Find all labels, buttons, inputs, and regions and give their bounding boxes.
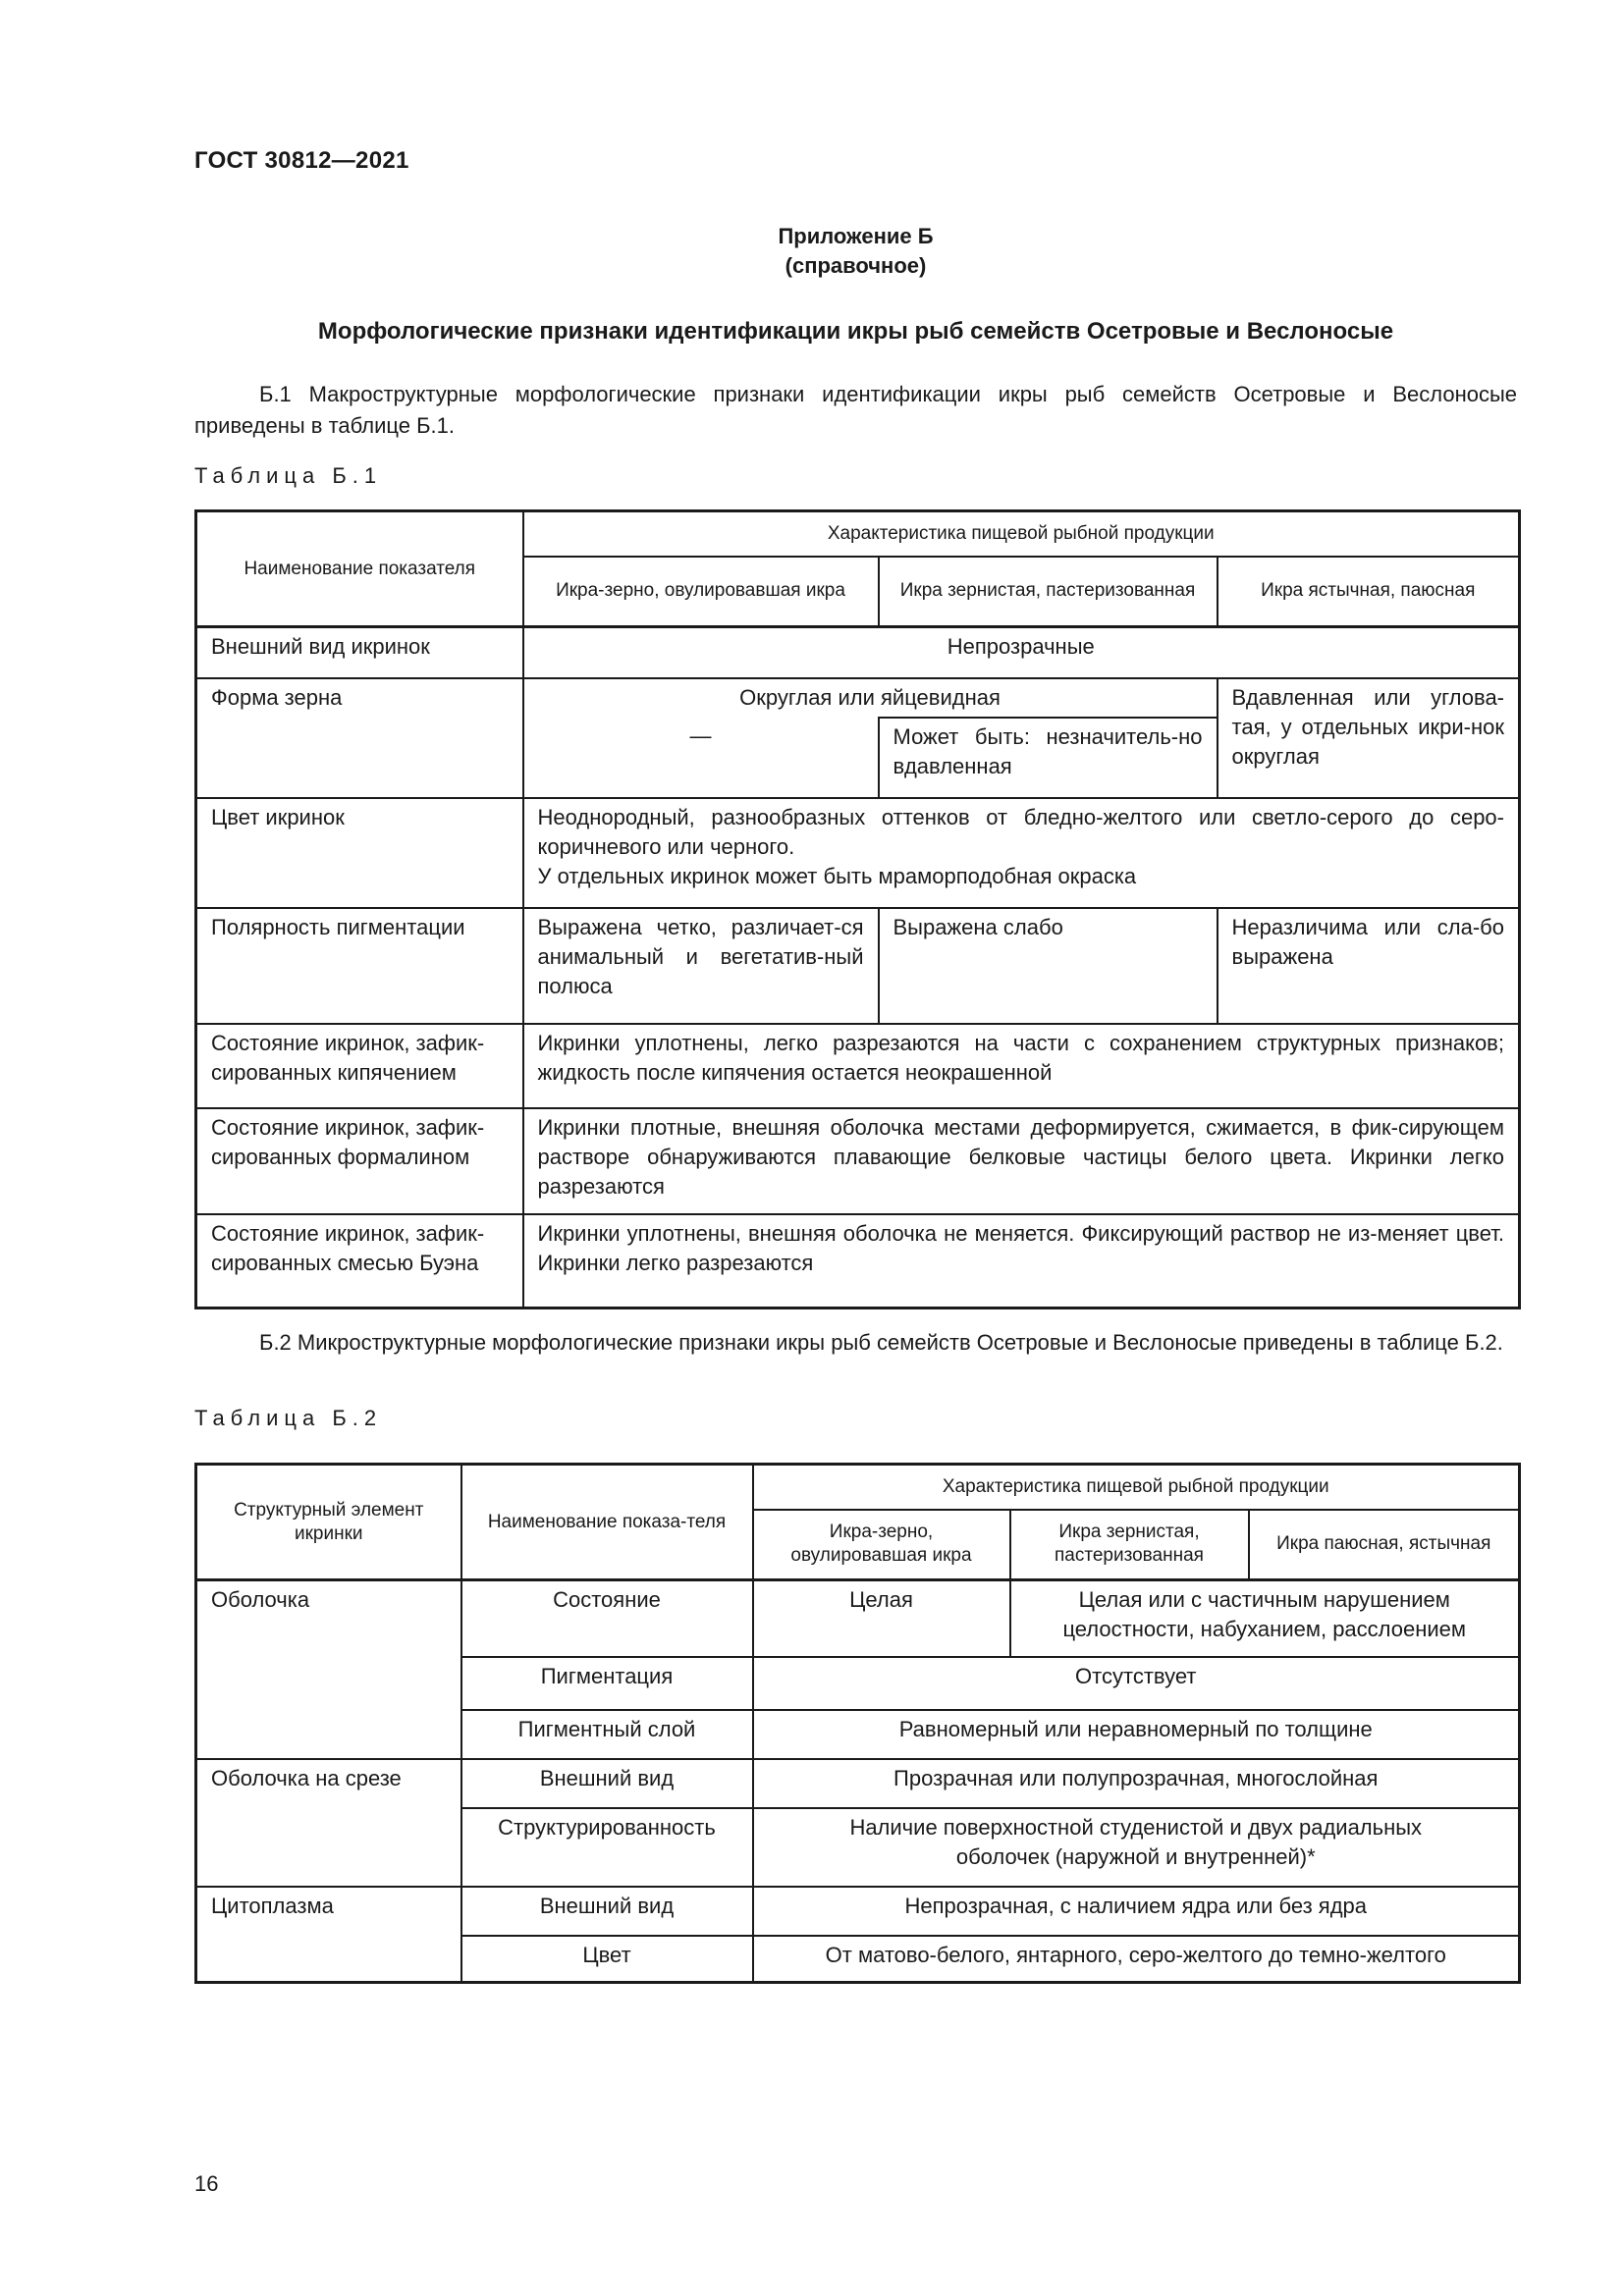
t2-cell: Прозрачная или полупрозрачная, многослойная	[753, 1759, 1520, 1808]
t2-cell: От матово-белого, янтарного, серо-желтого до темно-желтого	[753, 1936, 1520, 1983]
t2-group-label: Цитоплазма	[196, 1887, 461, 1983]
t2-cell: Наличие поверхностной студенистой и двух радиальных оболочек (наружной и внутренней)*	[753, 1808, 1520, 1887]
t1-cell: Икринки уплотнены, внешняя оболочка не меняется. Фиксирующий раствор не из-меняет цвет. Икринки легко разрезаются	[523, 1214, 1520, 1308]
t2-indicator: Внешний вид	[461, 1759, 753, 1808]
t2-group-label: Оболочка	[196, 1580, 461, 1759]
t1-cell: Икринки уплотнены, легко разрезаются на части с сохранением структурных признаков; жидкость после кипячения остается неокрашенной	[523, 1024, 1520, 1108]
table-b2	[194, 1463, 1521, 1984]
t2-indicator: Структурированность	[461, 1808, 753, 1887]
t2-header-element: Структурный элемент икринки	[196, 1465, 461, 1580]
t2-header-characteristic: Характеристика пищевой рыбной продукции	[753, 1465, 1520, 1510]
t1-header-characteristic: Характеристика пищевой рыбной продукции	[523, 511, 1520, 557]
t1-cell: Вдавленная или углова-тая, у отдельных икри-нок округлая	[1218, 678, 1520, 798]
annex-heading: Морфологические признаки идентификации икры рыб семейств Осетровые и Веслоносые	[317, 318, 1394, 345]
t2-indicator: Внешний вид	[461, 1887, 753, 1936]
t1-header-col3: Икра ястычная, паюсная	[1218, 557, 1520, 627]
t1-cell: Может быть: незначитель-но вдавленная	[879, 718, 1218, 798]
t2-indicator: Цвет	[461, 1936, 753, 1983]
t1-row-label: Внешний вид икринок	[196, 627, 523, 678]
table-b1	[194, 509, 1521, 1309]
paragraph-b2: Б.2 Микроструктурные морфологические признаки икры рыб семейств Осетровые и Веслоносые приведены в таблице Б.2.	[259, 1330, 1503, 1355]
t1-color-line1: Неоднородный, разнообразных оттенков от бледно-желтого или светло-серого до серо-коричневого или черного.	[537, 804, 1504, 859]
t1-row-label: Состояние икринок, зафик-сированных формалином	[196, 1108, 523, 1214]
t1-color-line2: У отдельных икринок может быть мраморподобная окраска	[537, 863, 1137, 888]
t2-header-col2: Икра зернистая, пастеризованная	[1010, 1510, 1249, 1580]
t1-cell	[523, 798, 1520, 908]
t1-cell: Выражена четко, различает-ся анимальный и вегетатив-ный полюса	[523, 908, 879, 1024]
t1-header-indicator: Наименование показателя	[196, 511, 523, 627]
t1-cell: Непрозрачные	[523, 627, 1520, 678]
t2-cell: Отсутствует	[753, 1657, 1520, 1710]
paragraph-b1: Б.1 Макроструктурные морфологические признаки идентификации икры рыб семейств Осетровые и Веслоносые приведены в таблице Б.1.	[194, 382, 1517, 438]
t1-cell: —	[523, 718, 879, 798]
t2-cell: Целая или с частичным нарушением целостности, набуханием, расслоением	[1010, 1580, 1520, 1657]
t1-row-label: Состояние икринок, зафик-сированных смесью Буэна	[196, 1214, 523, 1308]
t1-row-label: Цвет икринок	[196, 798, 523, 908]
t2-indicator: Пигментный слой	[461, 1710, 753, 1759]
t1-row-label: Форма зерна	[196, 678, 523, 798]
t2-indicator: Пигментация	[461, 1657, 753, 1710]
t1-row-label: Полярность пигментации	[196, 908, 523, 1024]
t2-indicator: Состояние	[461, 1580, 753, 1657]
page-number: 16	[194, 2171, 219, 2196]
t1-cell: Икринки плотные, внешняя оболочка местами деформируется, сжимается, в фик-сирующем растворе обнаруживаются плавающие белковые частицы белого цвета. Икринки легко разрезаются	[523, 1108, 1520, 1214]
annex-note: (справочное)	[785, 253, 927, 278]
t1-header-col2: Икра зернистая, пастеризованная	[879, 557, 1218, 627]
t2-header-indicator: Наименование показа-теля	[461, 1465, 753, 1580]
document-code: ГОСТ 30812—2021	[194, 147, 409, 174]
table2-caption: Таблица Б.2	[194, 1406, 383, 1430]
t1-cell: Округлая или яйцевидная	[523, 678, 1218, 718]
t1-cell: Неразличима или сла-бо выражена	[1218, 908, 1520, 1024]
t2-cell: Целая	[753, 1580, 1010, 1657]
t2-cell: Равномерный или неравномерный по толщине	[753, 1710, 1520, 1759]
t2-header-col3: Икра паюсная, ястычная	[1249, 1510, 1520, 1580]
annex-title: Приложение Б	[778, 224, 934, 248]
t1-cell: Выражена слабо	[879, 908, 1218, 1024]
t1-header-col1: Икра-зерно, овулировавшая икра	[523, 557, 879, 627]
t2-header-col1: Икра-зерно, овулировавшая икра	[753, 1510, 1010, 1580]
table1-caption: Таблица Б.1	[194, 463, 383, 488]
t2-cell: Непрозрачная, с наличием ядра или без ядра	[753, 1887, 1520, 1936]
t1-row-label: Состояние икринок, зафик-сированных кипячением	[196, 1024, 523, 1108]
t2-group-label: Оболочка на срезе	[196, 1759, 461, 1887]
